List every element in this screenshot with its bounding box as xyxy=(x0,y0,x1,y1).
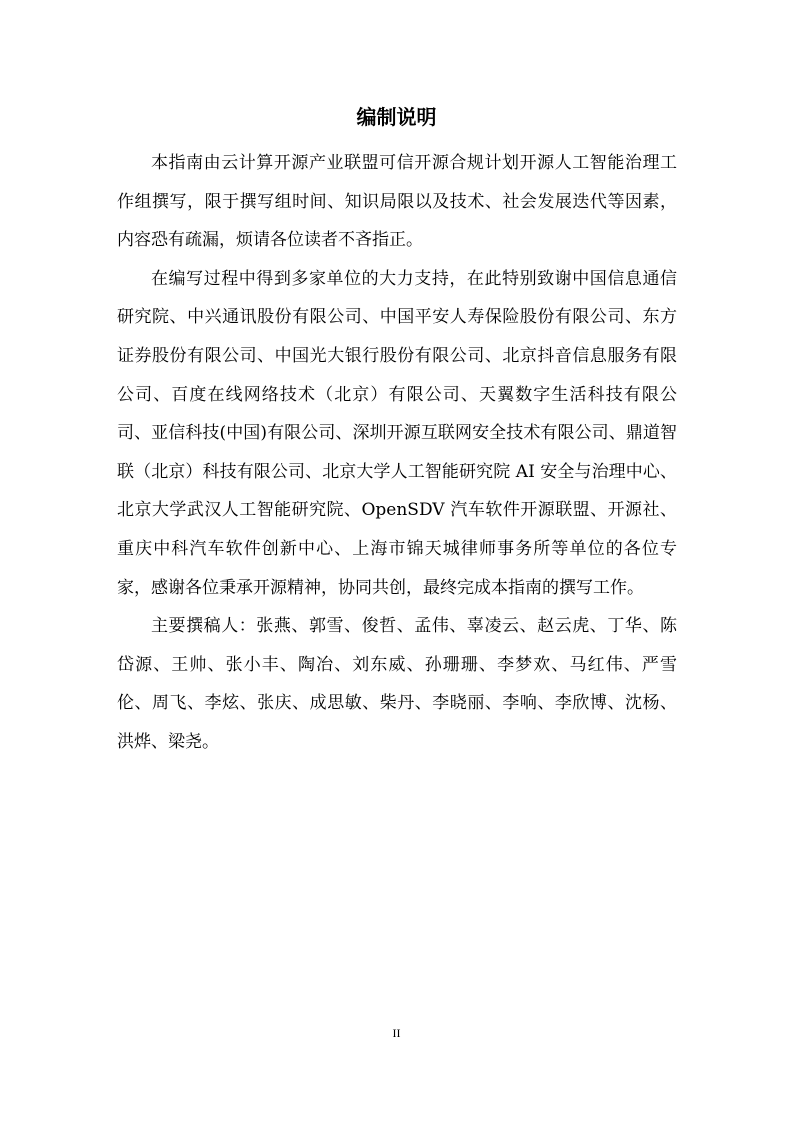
paragraph-acknowledgements: 在编写过程中得到多家单位的大力支持，在此特别致谢中国信息通信研究院、中兴通讯股份有限公司、中国平安人寿保险股份有限公司、东方证券股份有限公司、中国光大银行股份有限公司、北京抖音信息服务有限公司、百度在线网络技术（北京）有限公司、天翼数字生活科技有限公司、亚信科技(中国)有限公司、深圳开源互联网安全技术有限公司、鼎道智联（北京）科技有限公司、北京大学人工智能研究院 AI 安全与治理中心、北京大学武汉人工智能研究院、OpenSDV 汽车软件开源联盟、开源社、重庆中科汽车软件创新中心、上海市锦天城律师事务所等单位的各位专家，感谢各位秉承开源精神，协同共创，最终完成本指南的撰写工作。 xyxy=(117,268,677,598)
paragraph-authors: 主要撰稿人：张燕、郭雪、俊哲、孟伟、辜凌云、赵云虎、丁华、陈岱源、王帅、张小丰、陶冶、刘东威、孙珊珊、李梦欢、马红伟、严雪伦、周飞、李炫、张庆、成思敏、柴丹、李晓丽、李响、李欣博、沈杨、洪烨、梁尧。 xyxy=(117,616,677,752)
page-number: II xyxy=(392,1026,401,1040)
paragraph-disclaimer: 本指南由云计算开源产业联盟可信开源合规计划开源人工智能治理工作组撰写，限于撰写组时间、知识局限以及技术、社会发展迭代等因素，内容恐有疏漏，烦请各位读者不吝指正。 xyxy=(117,153,677,251)
page-title: 编制说明 xyxy=(356,105,437,129)
body-text xyxy=(117,144,677,762)
